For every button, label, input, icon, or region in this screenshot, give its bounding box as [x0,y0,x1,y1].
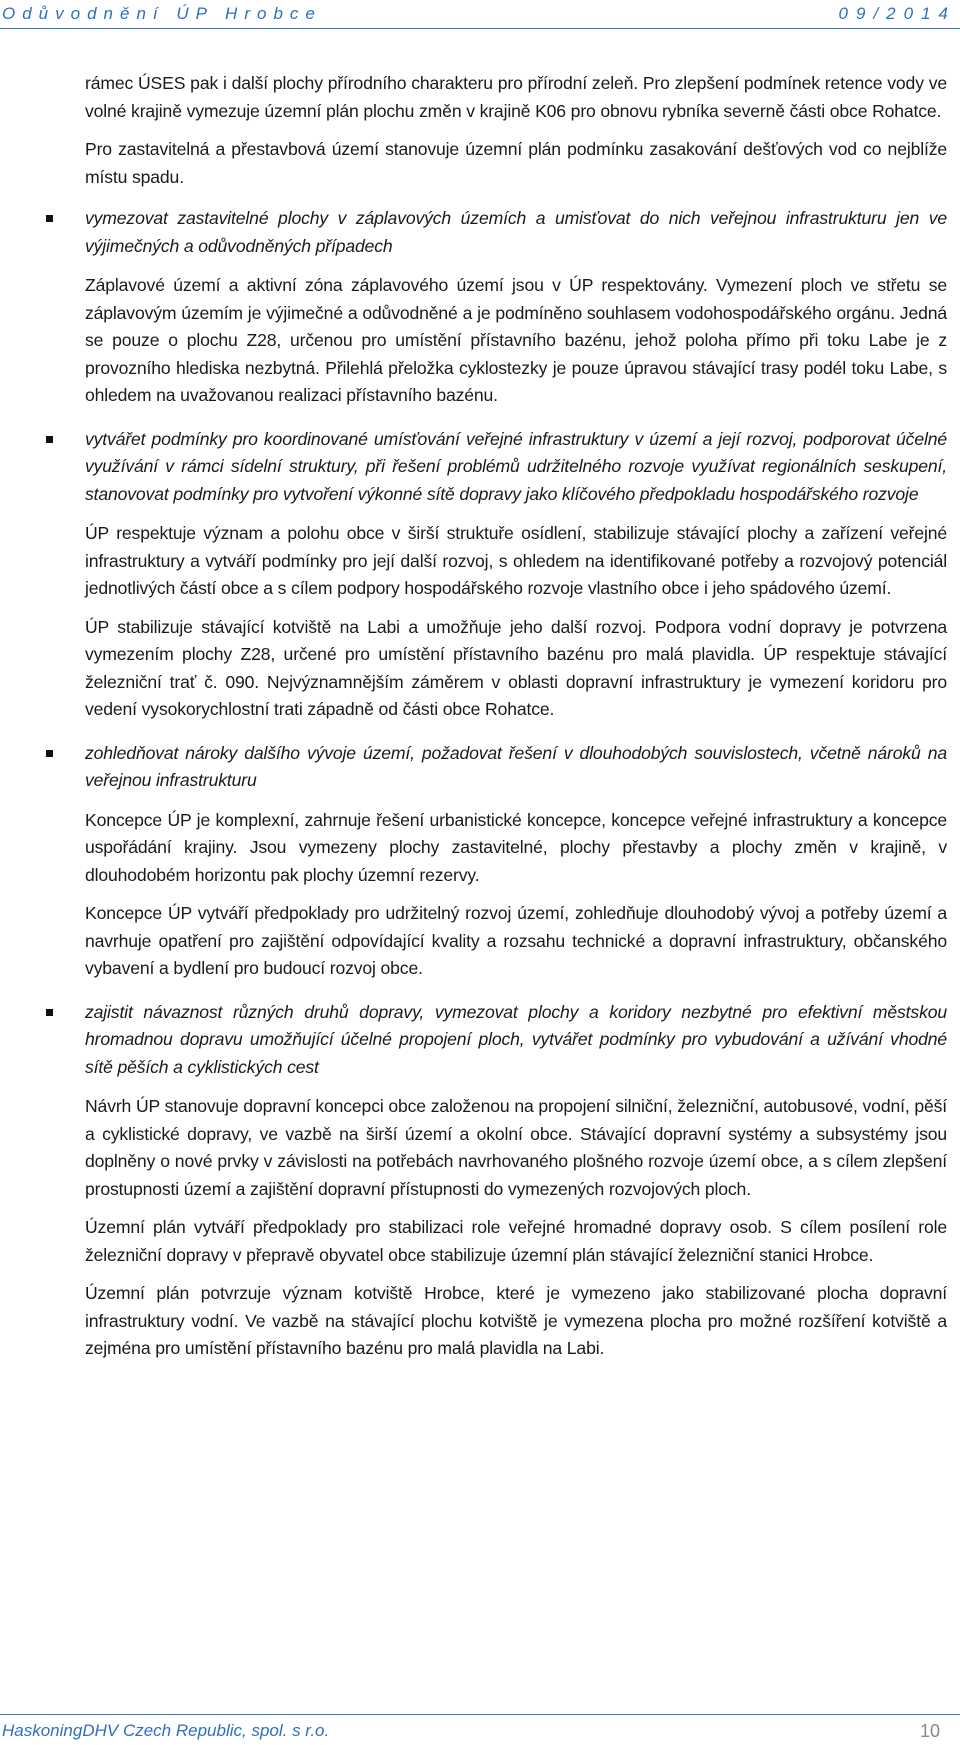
bullet-paragraph: ÚP stabilizuje stávající kotviště na Labi a umožňuje jeho další rozvoj. Podpora vodní dopravy je potvrzena vymezením plochy Z28, určené pro umístění přístavního bazénu pro malá plavidla. ÚP respektuje stávající železniční trať č. 090. Nejvýznamnějším záměrem v oblasti dopravní infrastruktury je vymezení koridoru pro vedení vysokorychlostní trati západně od části obce Rohatce. [85,616,947,719]
intro-paragraph: Pro zastavitelná a přestavbová území stanovuje územní plán podmínku zasakování dešťových vod co nejblíže místu spadu. [85,139,947,187]
document-body [85,70,947,1374]
bullet-paragraph: Návrh ÚP stanovuje dopravní koncepci obce založenou na propojení silniční, železniční, autobusové, vodní, pěší a cyklistické dopravy, ve vazbě na širší území a okolní obce. Stávající dopravní systémy a subsystémy jsou doplněny o nové prvky v závislosti na potřebách navrhovaného plošného rozvoje území obce, a s cílem zlepšení prostupnosti území a zajištění dopravní přístupnosti do vymezených rozvojových ploch. [85,1096,947,1199]
bullet-item [85,426,947,724]
bullet-heading: zajistit návaznost různých druhů dopravy, vymezovat plochy a koridory nezbytné pro efektivní městskou hromadnou dopravu umožňující účelné propojení ploch, vytvářet podmínky pro vybudování a užívání vhodné sítě pěších a cyklistických cest [85,1001,947,1077]
page-footer [0,1714,960,1745]
document-title: Odůvodnění ÚP Hrobce [2,4,322,23]
page-header [0,0,960,29]
bullet-heading: vytvářet podmínky pro koordinované umísťování veřejné infrastruktury v území a její rozvoj, podporovat účelné využívání v rámci sídelní struktury, při řešení problémů udržitelného rozvoje využívat regionálních seskupení, stanovovat podmínky pro vytvoření výkonné sítě dopravy jako klíčového předpokladu hospodářského rozvoje [85,428,947,504]
bullet-heading: zohledňovat nároky dalšího vývoje území, požadovat řešení v dlouhodobých souvislostech, včetně nároků na veřejnou infrastrukturu [85,742,947,790]
page-number: 10 [919,1721,940,1741]
square-bullet-icon [46,436,53,443]
square-bullet-icon [46,1009,53,1016]
intro-paragraph: rámec ÚSES pak i další plochy přírodního charakteru pro přírodní zeleň. Pro zlepšení podmínek retence vody ve volné krajině vymezuje územní plán plochu změn v krajině K06 pro obnovu rybníka severně části obce Rohatce. [85,73,947,121]
square-bullet-icon [46,215,53,222]
bullet-paragraph: ÚP respektuje význam a polohu obce v širší struktuře osídlení, stabilizuje stávající plochy a zařízení veřejné infrastruktury a vytváří podmínky pro její další rozvoj, s ohledem na identifikované potřeby a rozvojový potenciál jednotlivých částí obce a s cílem podpory hospodářského rozvoje vlastního obce i jeho spádového území. [85,523,947,598]
bullet-paragraph: Územní plán vytváří předpoklady pro stabilizaci role veřejné hromadné dopravy osob. S cílem posílení role železniční dopravy v přepravě obyvatel obce stabilizuje územní plán stávající železniční stanici Hrobce. [85,1217,947,1265]
bullet-paragraph: Záplavové území a aktivní zóna záplavového území jsou v ÚP respektovány. Vymezení ploch ve střetu se záplavovým územím je výjimečné a odůvodněné a je podmíněno souhlasem vodohospodářského orgánu. Jedná se pouze o plochu Z28, určenou pro umístění přístavního bazénu, jehož poloha přímo při toku Labe je z provozního hlediska nezbytná. Přilehlá přeložka cyklostezky je pouze úpravou stávající trasy podél toku Labe, s ohledem na uvažovanou realizaci přístavního bazénu. [85,275,947,405]
document-date: 09/2014 [838,4,956,23]
bullet-item [85,205,947,410]
bullet-paragraph: Územní plán potvrzuje význam kotviště Hrobce, které je vymezeno jako stabilizované plocha dopravní infrastruktury vodní. Ve vazbě na stávající plochu kotviště je vymezena plocha pro možné rozšíření kotviště a zejména pro umístění přístavního bazénu pro malá plavidla na Labi. [85,1283,947,1358]
square-bullet-icon [46,750,53,757]
bullet-item [85,740,947,983]
company-name: HaskoningDHV Czech Republic, spol. s r.o. [2,1721,330,1740]
bullet-item [85,999,947,1363]
bullet-paragraph: Koncepce ÚP vytváří předpoklady pro udržitelný rozvoj území, zohledňuje dlouhodobý vývoj a potřeby území a navrhuje opatření pro zajištění odpovídající kvality a rozsahu technické a dopravní infrastruktury, občanského vybavení a bydlení pro budoucí rozvoj obce. [85,903,947,978]
bullet-heading: vymezovat zastavitelné plochy v záplavových územích a umisťovat do nich veřejnou infrastrukturu jen ve výjimečných a odůvodněných případech [85,208,947,256]
bullet-paragraph: Koncepce ÚP je komplexní, zahrnuje řešení urbanistické koncepce, koncepce veřejné infrastruktury a koncepce uspořádání krajiny. Jsou vymezeny plochy zastavitelné, plochy přestavby a plochy změn v krajině, v dlouhodobém horizontu pak plochy územní rezervy. [85,809,947,885]
